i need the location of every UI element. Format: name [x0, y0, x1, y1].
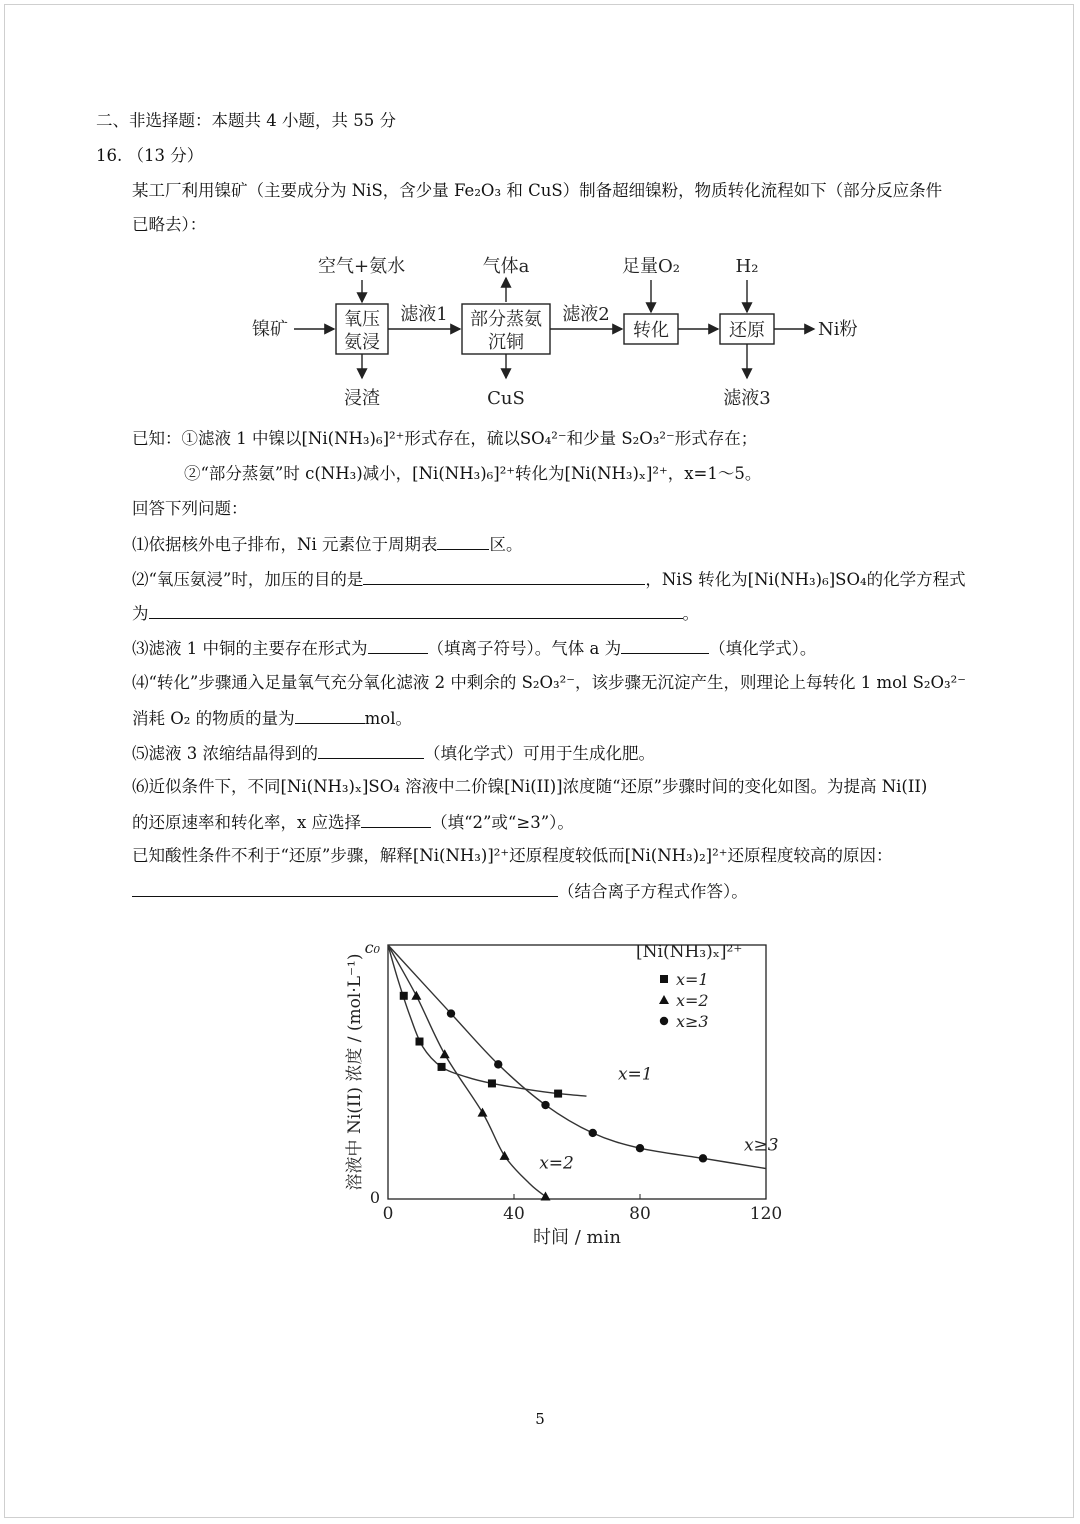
subq4-cont: 消耗 O₂ 的物质的量为 mol。: [132, 709, 412, 728]
subq6-answer-line: （结合离子方程式作答）。: [132, 880, 748, 903]
answer-blank[interactable]: [361, 811, 431, 828]
flow-box2-line1: 部分蒸氨: [470, 309, 542, 330]
x-tick-label: 0: [382, 1204, 394, 1224]
subq2-cont: 为 。: [132, 604, 699, 623]
subq2: ⑵“氧压氨浸”时，加压的目的是 ，NiS 转化为[Ni(NH₃)₆]SO₄的化学方程式: [132, 570, 966, 589]
legend-marker-circle: [660, 1017, 668, 1025]
data-point-circle: [589, 1129, 597, 1137]
x-tick-label: 40: [503, 1204, 525, 1224]
flow-filtrate3: 滤液3: [723, 388, 771, 409]
flow-filtrate1: 滤液1: [400, 304, 448, 325]
answer-blank[interactable]: [363, 568, 645, 585]
page-number: 5: [535, 1410, 545, 1428]
data-point-circle: [447, 1009, 455, 1017]
known-line2: ②“部分蒸氨”时 c(NH₃)减小，[Ni(NH₃)₆]²⁺转化为[Ni(NH₃)ₓ]²⁺，x=1～5。: [184, 464, 762, 483]
data-point-circle: [494, 1060, 502, 1068]
data-point-triangle: [440, 1049, 450, 1058]
y-axis-label: 溶液中 Ni(II) 浓度 / (mol·L⁻¹): [345, 953, 365, 1191]
curve-label: x=2: [539, 1153, 574, 1174]
data-point-triangle: [500, 1151, 510, 1160]
flow-ore: 镍矿: [252, 319, 288, 340]
legend-entry: x=2: [676, 991, 709, 1010]
answer-blank[interactable]: [368, 637, 428, 654]
data-point-triangle: [478, 1108, 488, 1117]
data-point-square: [554, 1090, 562, 1098]
legend-entry: x≥3: [676, 1012, 709, 1031]
answer-blank[interactable]: [318, 742, 424, 759]
data-point-square: [438, 1063, 446, 1071]
curve-label: x=1: [617, 1064, 653, 1085]
answer-prompt: 回答下列问题：: [132, 499, 248, 518]
subq5: ⑸滤液 3 浓缩结晶得到的 （填化学式）可用于生成化肥。: [132, 744, 655, 763]
flow-cus: CuS: [487, 388, 525, 409]
data-point-square: [400, 992, 408, 1000]
flow-filtrate2: 滤液2: [562, 304, 610, 325]
legend-entry: x=1: [676, 970, 709, 989]
plot-frame: [388, 945, 766, 1199]
y-top-label: c₀: [364, 938, 380, 957]
x-tick-label: 120: [749, 1204, 783, 1224]
question-intro-line1: 某工厂利用镍矿（主要成分为 NiS，含少量 Fe₂O₃ 和 CuS）制备超细镍粉，物质转化流程如下（部分反应条件: [132, 181, 943, 200]
known-line1: 已知：①滤液 1 中镍以[Ni(NH₃)₆]²⁺形式存在，硫以SO₄²⁻和少量 S₂O₃²⁻形式存在；: [132, 429, 758, 448]
data-point-circle: [636, 1144, 644, 1152]
subq6-explain: 已知酸性条件不利于“还原”步骤，解释[Ni(NH₃)]²⁺还原程度较低而[Ni(NH₃)₂]²⁺还原程度较高的原因：: [132, 846, 893, 865]
subq6-cont: 的还原速率和转化率，x 应选择 （填“2”或“≥3”）。: [132, 813, 574, 832]
answer-blank[interactable]: [149, 602, 683, 619]
answer-blank[interactable]: [295, 707, 365, 724]
y-zero-label: 0: [369, 1188, 380, 1207]
x-axis-label: 时间 / min: [533, 1227, 621, 1245]
subq6: ⑹近似条件下，不同[Ni(NH₃)ₓ]SO₄ 溶液中二价镍[Ni(II)]浓度随“还原”步骤时间的变化如图。为提高 Ni(II): [132, 777, 928, 796]
data-point-triangle: [411, 991, 421, 1000]
data-point-circle: [699, 1154, 707, 1162]
flow-product: Ni粉: [818, 319, 858, 340]
section-title: 二、非选择题：本题共 4 小题，共 55 分: [96, 111, 396, 130]
subq4: ⑷“转化”步骤通入足量氧气充分氧化滤液 2 中剩余的 S₂O₃²⁻，该步骤无沉淀产生，则理论上每转化 1 mol S₂O₃²⁻: [132, 673, 966, 692]
legend-marker-square: [660, 975, 668, 983]
answer-blank[interactable]: [621, 637, 709, 654]
question-number: 16. （13 分）: [96, 146, 204, 165]
answer-blank[interactable]: [437, 533, 489, 550]
flow-box1-line2: 氨浸: [344, 332, 380, 353]
legend-marker-triangle: [659, 995, 669, 1004]
data-point-triangle: [541, 1191, 551, 1200]
flow-input-hydrogen: H₂: [735, 256, 759, 277]
flow-box4: 还原: [729, 320, 765, 341]
flow-box1-line1: 氧压: [344, 309, 380, 330]
data-point-square: [488, 1079, 496, 1087]
legend-title: [Ni(NH₃)ₓ]²⁺: [636, 942, 743, 962]
question-intro-line2: 已略去）：: [132, 215, 207, 234]
subq1: ⑴依据核外电子排布，Ni 元素位于周期表 区。: [132, 535, 523, 554]
data-point-circle: [541, 1101, 549, 1109]
flow-gas-a: 气体a: [482, 256, 530, 277]
flow-input-air-ammonia: 空气+氨水: [318, 256, 406, 277]
x-tick-label: 80: [629, 1204, 651, 1224]
curve-label: x≥3: [743, 1135, 779, 1156]
answer-blank[interactable]: [132, 880, 558, 897]
flow-input-oxygen: 足量O₂: [622, 256, 680, 277]
flow-box2-line2: 沉铜: [488, 332, 524, 353]
series-line-2: [388, 945, 546, 1196]
flow-residue: 浸渣: [344, 388, 380, 409]
series-line-1: [388, 945, 586, 1096]
subq3: ⑶滤液 1 中铜的主要存在形式为 （填离子符号）。气体 a 为 （填化学式）。: [132, 639, 817, 658]
data-point-square: [416, 1038, 424, 1046]
process-flow-diagram: [248, 248, 868, 413]
ni-concentration-chart: [330, 915, 790, 1245]
flow-box3: 转化: [633, 320, 669, 341]
